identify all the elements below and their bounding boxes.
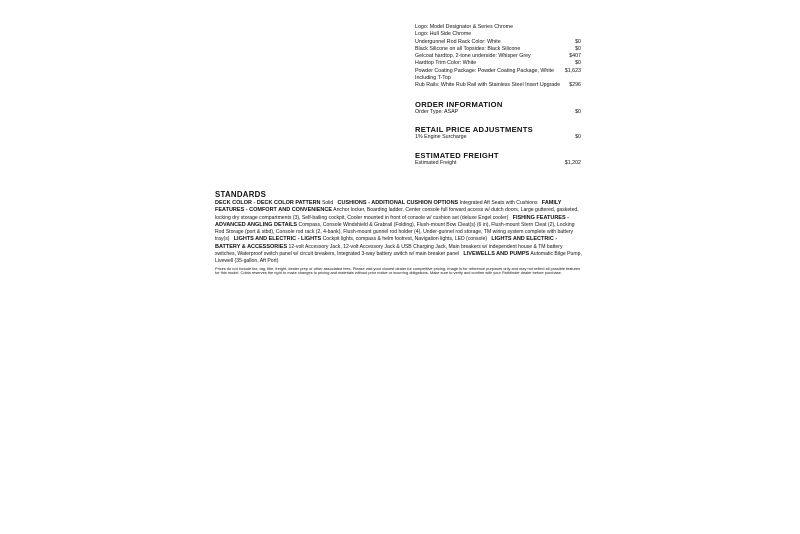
option-price: $0 [575,60,581,67]
standards-body [215,200,583,266]
option-description: Logo: Model Designator & Series Chrome [415,24,514,30]
retail-price-adjustments-heading: RETAIL PRICE ADJUSTMENTS [415,124,534,134]
option-row [415,24,581,31]
standard-text: Automatic Bilge Pump, Livewell (35-gallon, Aft Port) [215,251,582,265]
option-row [415,68,581,83]
standard-category: DECK COLOR - DECK COLOR PATTERN [215,200,321,206]
standard-category: LIGHTS AND ELECTRIC - LIGHTS [233,236,322,243]
option-row [415,60,581,67]
option-description: Black Silicone on all Topsides: Black Silicone [415,45,521,52]
standards-section [215,190,583,276]
option-description: Logo: Hull Side Chrome [415,31,472,38]
build-summary-panel [415,24,581,168]
option-price: $0 [575,45,581,52]
standard-category: LIVEWELLS AND PUMPS [463,251,530,258]
option-row [415,53,581,60]
option-description: Powder Coating Package: Powder Coating Package, White Including T-Top [415,67,554,82]
option-price: $1,623 [564,67,581,74]
standard-category: LIGHTS AND ELECTRIC - BATTERY & ACCESSORIES [215,236,558,250]
standard-text: Integrated Aft Seats with Cushions [459,200,538,206]
standard-text: 12-volt Accessory Jack, 12-volt Accessory Jack & USB Charging Jack, Main breakers w/ independent house & TM battery switches, Waterproof switch panel w/ circuit breakers, Integrated 3-way battery switch w/ main breaker panel [215,243,563,258]
freight-row [415,160,581,167]
order-type-row [415,109,581,116]
option-price: $0 [575,38,581,45]
option-row [415,39,581,46]
engine-surcharge-label: 1% Engine Surcharge [415,133,467,140]
option-row [415,31,581,38]
engine-surcharge-row [415,134,581,141]
standard-text: Solid [321,200,334,206]
option-description: Undergunnel Rod Rack Color: White [415,38,501,45]
option-price: $296 [569,82,581,89]
standard-category: FAMILY FEATURES - COMFORT AND CONVENIENCE [215,200,562,214]
standard-category: CUSHIONS - ADDITIONAL CUSHION OPTIONS [337,200,459,206]
estimated-freight-heading: ESTIMATED FREIGHT [415,151,499,161]
option-price: $407 [569,53,581,60]
option-row [415,82,581,89]
standards-heading: STANDARDS [215,190,267,199]
order-information-heading: ORDER INFORMATION [415,99,503,109]
standard-text: Cockpit lights, compass & helm footrest, Navigation lights, LED (console) [322,236,488,243]
engine-surcharge-price: $0 [575,133,581,140]
option-description: Hardtop Trim Color: White [415,60,477,67]
option-row [415,46,581,53]
option-description: Gelcoat hardtop, 2-tone underside: Whisper Grey [415,53,531,60]
standard-text: Anchor locker, Boarding ladder, Center console full forward access w/ dutch doors, Large guttered, gasketed, locking dry storage compartments (3), Self-bailing cockpit, Cooler mounted in front of console w/ cushion set (deluxe Engel cooler) [215,207,579,221]
pricing-disclaimer: Prices do not include tax, tag, title, freight, dealer prep or other associated fees. Please visit your closest dealer for competitive pricing. Image is for reference purposes only and may not reflect all possible features for this model. Cobia reserves the right to make changes to pricing and materials without prior notice or incurring obligations. Make sure to verify and confirm with your Pathfinder dealer before purchase. [215,265,581,276]
standard-category: FISHING FEATURES - ADVANCED ANGLING DETAILS [215,214,570,228]
order-type-label: Order Type: ASAP [415,108,459,115]
option-description: Rub Rails: White Rub Rail with Stainless Steel Insert Upgrade [415,82,561,89]
order-type-price: $0 [575,108,581,115]
options-list [415,24,581,90]
standard-text: Compass, Console Windshield & Grabrail (Folding), Flush-mount Bow Cleat(s) (6 in), Flush-mount Stern Cleat (2), Locking Rod Storage (port & stbd), Console rod rack (2, 4-bank), Flush-mount gunnel rod holder (4), Under-gunnel rod storage, TM wiring system complete with battery tray(s) [215,221,575,243]
freight-price: $1,202 [564,160,581,167]
freight-label: Estimated Freight [415,160,457,167]
